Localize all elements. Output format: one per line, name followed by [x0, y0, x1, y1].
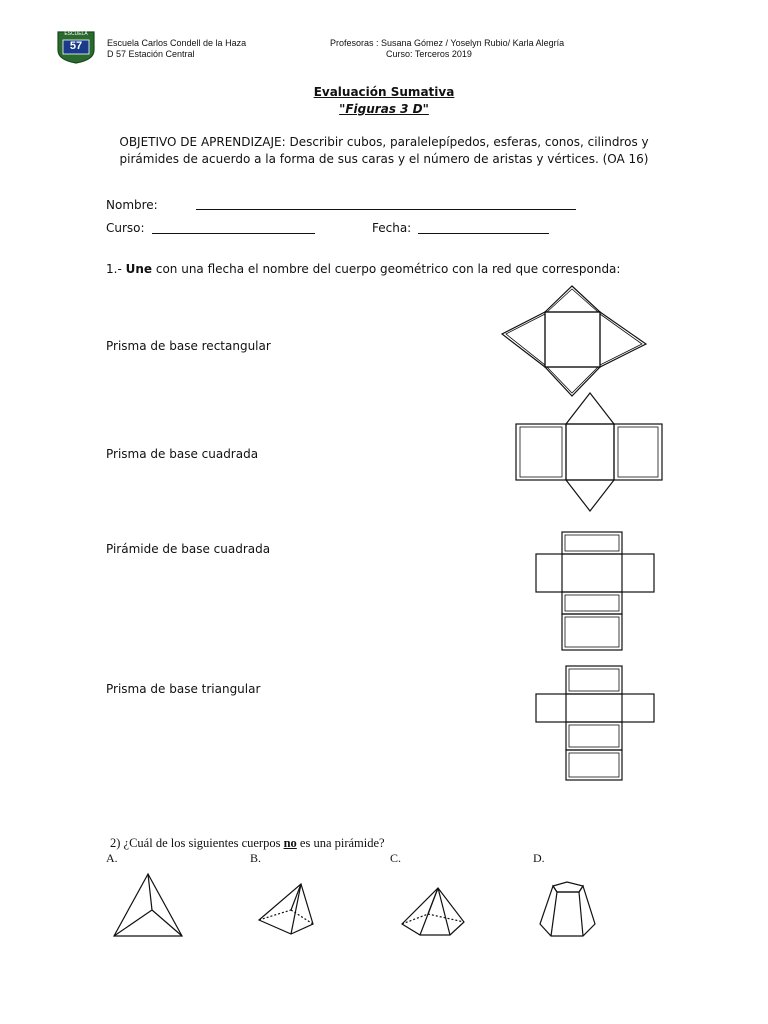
course-info: Curso: Terceros 2019 [386, 49, 472, 59]
q1-item-3: Pirámide de base cuadrada [106, 542, 271, 556]
net-rectangular-prism [533, 662, 658, 787]
question-2-suffix: es una pirámide? [296, 836, 385, 850]
net-triangular-prism [512, 390, 667, 515]
q1-item-2: Prisma de base cuadrada [106, 447, 259, 461]
school-code: D 57 Estación Central [107, 49, 195, 59]
school-logo [56, 30, 96, 64]
net-square-pyramid [500, 284, 650, 404]
question-2-prefix: 2) ¿Cuál de los siguientes cuerpos [110, 836, 281, 850]
question-1 [106, 262, 620, 276]
net-cube [533, 528, 658, 653]
name-line[interactable] [196, 209, 576, 210]
option-d-label: D. [533, 851, 545, 865]
learning-objective: OBJETIVO DE APRENDIZAJE: Describir cubos, paralelepípedos, esferas, conos, cilindros y pirámides de acuerdo a la forma de sus caras y el número de aristas y vértices. (OA 16) [119, 135, 649, 166]
question-2-keyword: no [283, 836, 297, 850]
school-name: Escuela Carlos Condell de la Haza [107, 38, 247, 48]
date-label: Fecha: [372, 221, 412, 235]
option-c-label: C. [390, 851, 402, 865]
question-2 [110, 836, 385, 851]
shape-d-frustum [537, 880, 599, 940]
q1-item-1: Prisma de base rectangular [106, 339, 271, 353]
logo-top-text: ESCUELA [64, 31, 88, 37]
page-subtitle: "Figuras 3 D" [339, 102, 429, 116]
course-line[interactable] [152, 233, 315, 234]
logo-number: 57 [69, 40, 83, 52]
shape-b-square-pyramid [255, 882, 317, 937]
shape-a-triangular-pyramid [110, 872, 185, 940]
option-b-label: B. [250, 851, 262, 865]
shape-c-pentagonal-pyramid [398, 886, 468, 938]
page-title: Evaluación Sumativa [313, 85, 455, 99]
question-1-text: con una flecha el nombre del cuerpo geométrico con la red que corresponda: [152, 262, 621, 276]
option-a-label: A. [106, 851, 118, 865]
teachers: Profesoras : Susana Gómez / Yoselyn Rubio/ Karla Alegría [330, 38, 565, 48]
question-1-keyword: Une [125, 262, 153, 276]
q1-item-4: Prisma de base triangular [106, 682, 261, 696]
name-label: Nombre: [106, 198, 158, 212]
date-line[interactable] [418, 233, 549, 234]
course-label: Curso: [106, 221, 145, 235]
question-1-number: 1.- [106, 262, 122, 276]
